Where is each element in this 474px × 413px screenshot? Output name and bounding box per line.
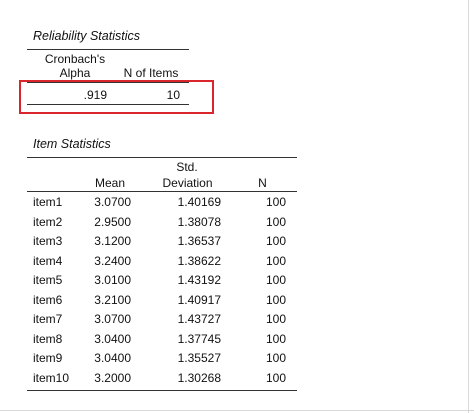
bottom-border [0,410,474,411]
item-std: 1.43192 [177,273,221,287]
item-n: 100 [265,370,286,385]
item-std: 1.35527 [177,351,221,365]
item-n: 100 [265,292,286,307]
item-std: 1.37745 [177,331,221,346]
cronbachs-alpha-header-line2: Alpha [59,66,91,80]
reliability-statistics-title: Reliability Statistics [33,29,140,43]
item-name: item10 [33,370,70,385]
item-mean: 3.0700 [94,195,131,209]
item-stats-bottom-rule [27,390,297,391]
cronbachs-alpha-header-line1: Cronbach's [44,52,106,66]
item-name: item9 [33,351,63,365]
item-mean: 3.2400 [94,253,131,268]
item-std: 1.40169 [177,195,221,209]
item-statistics-title: Item Statistics [33,137,111,151]
item-mean: 3.0400 [94,331,131,346]
item-mean: 3.2100 [94,292,131,307]
item-n: 100 [265,331,286,346]
item-mean: 3.0400 [94,351,131,365]
item-n: 100 [265,273,286,287]
item-n: 100 [265,214,286,229]
item-n: 100 [265,253,286,268]
reliability-title-rule [27,49,189,50]
item-std: 1.30268 [177,370,221,385]
item-n: 100 [265,312,286,326]
item-std: 1.38078 [177,214,221,229]
item-stats-header-rule [27,191,297,192]
highlight-box [19,80,214,114]
item-mean: 3.0700 [94,312,131,326]
item-n: 100 [265,195,286,209]
item-name: item8 [33,331,63,346]
item-std: 1.40917 [177,292,221,307]
item-mean: 3.2000 [94,370,131,385]
item-name: item4 [33,253,63,268]
item-name: item2 [33,214,63,229]
item-name: item3 [33,234,63,248]
right-border [468,0,469,413]
cronbachs-alpha-value: .919 [83,88,107,102]
item-std: 1.43727 [177,312,221,326]
item-n: 100 [265,351,286,365]
n-header: N [258,176,267,190]
mean-header: Mean [94,176,126,190]
item-mean: 3.0100 [94,273,131,287]
item-stats-title-rule [27,157,297,158]
item-name: item1 [33,195,63,209]
item-std: 1.36537 [177,234,221,248]
item-name: item7 [33,312,63,326]
item-name: item5 [33,273,63,287]
item-n: 100 [265,234,286,248]
item-std: 1.38622 [177,253,221,268]
item-mean: 3.1200 [94,234,131,248]
item-mean: 2.9500 [94,214,131,229]
item-name: item6 [33,292,63,307]
std-header-line2: Deviation [162,176,213,190]
std-header-line1: Std. [176,160,198,174]
n-of-items-header: N of Items [123,66,179,80]
n-of-items-value: 10 [166,88,180,102]
